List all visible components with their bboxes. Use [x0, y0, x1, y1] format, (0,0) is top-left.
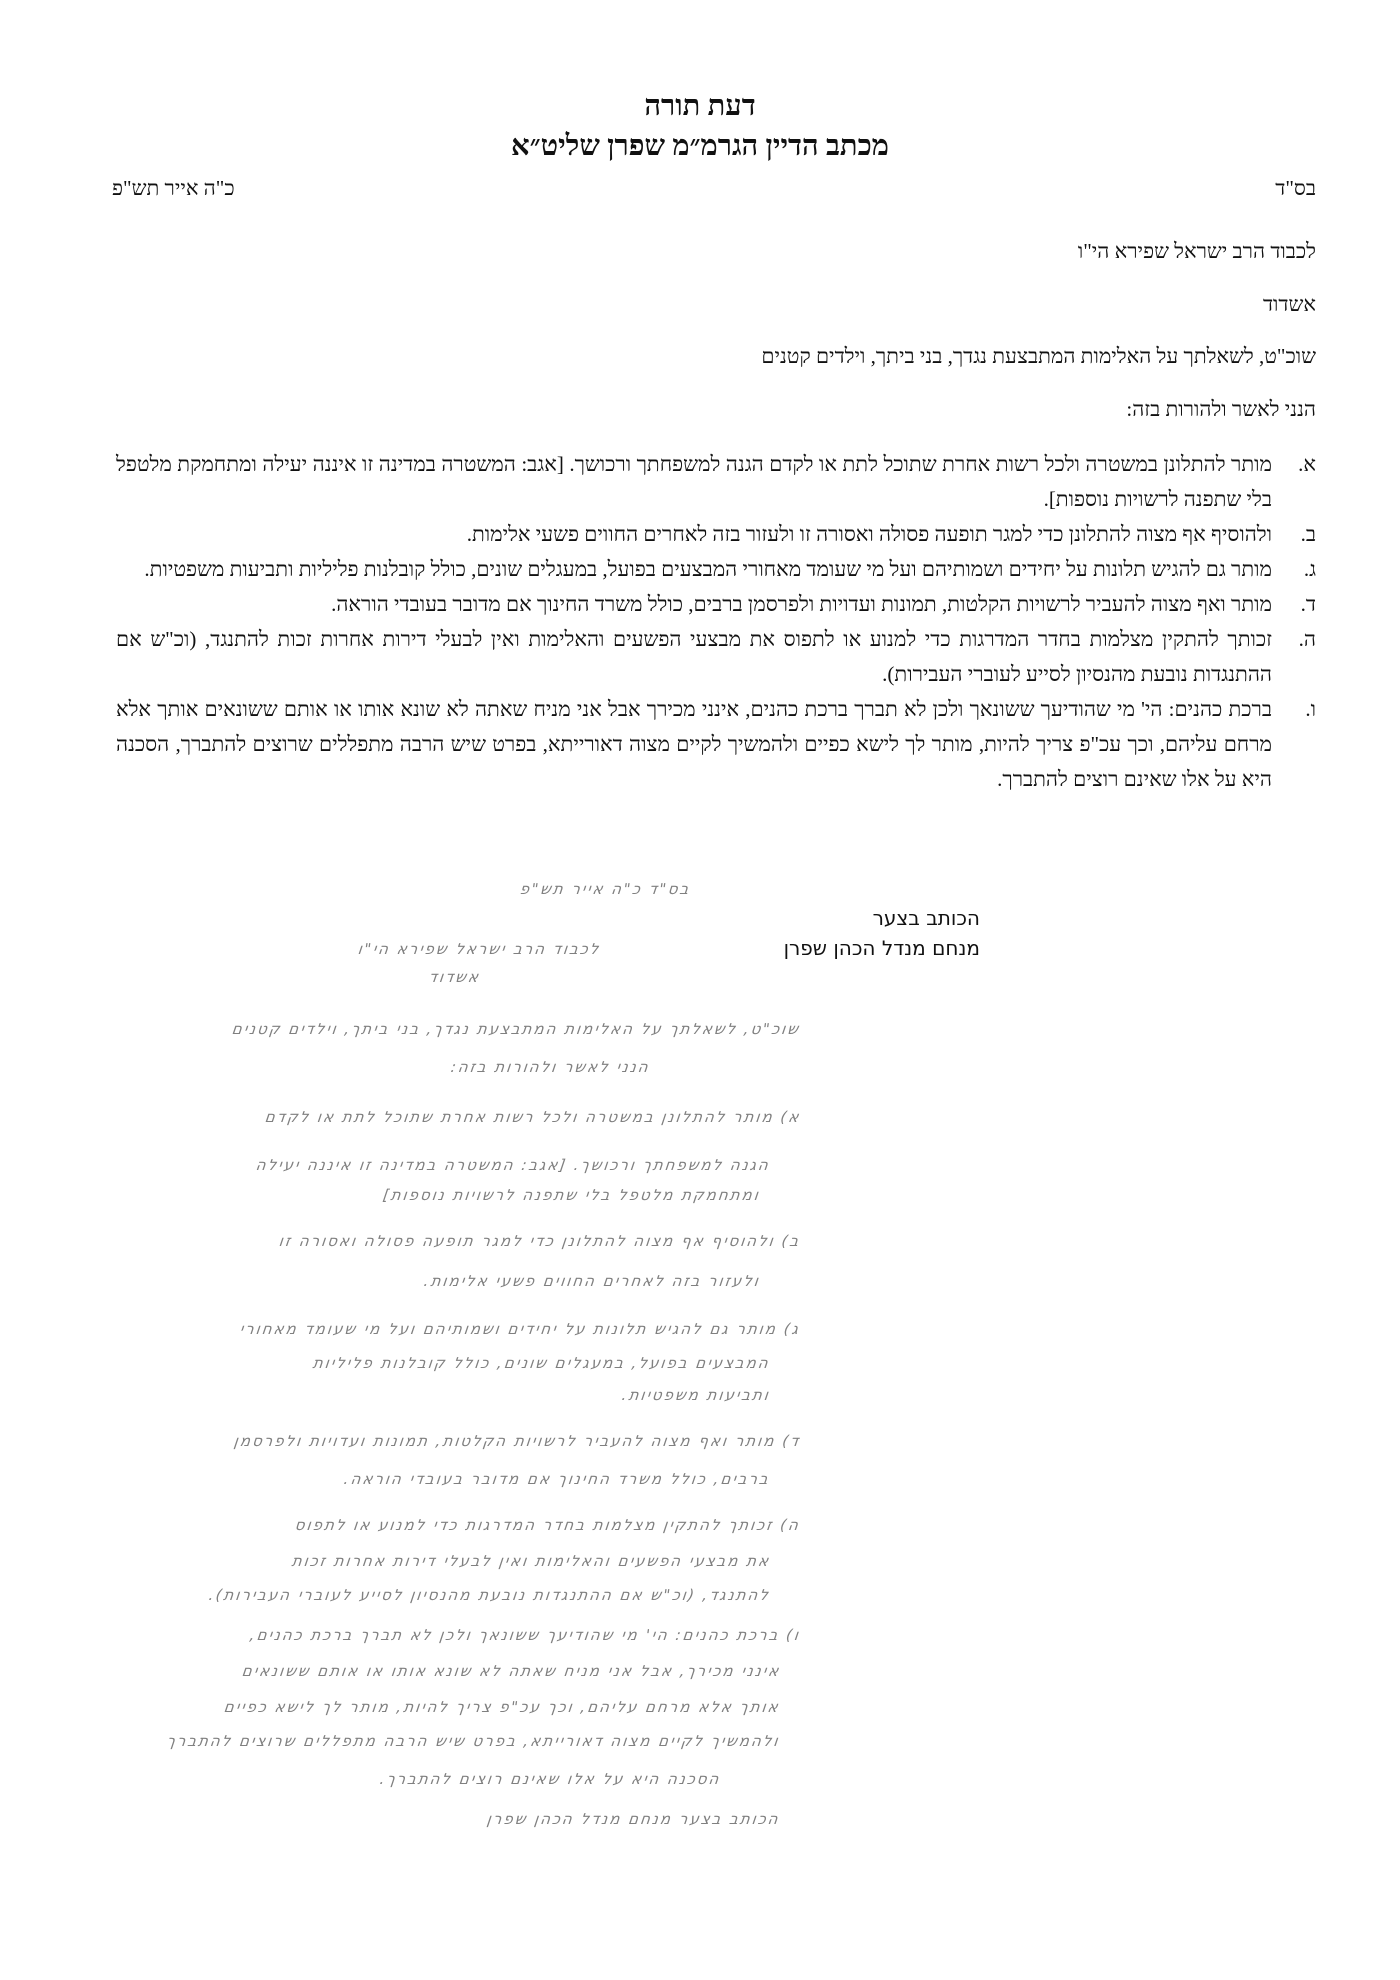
- ruling-item: [116, 517, 1316, 552]
- handwritten-line: א) מותר להתלונן במשטרה ולכל רשות אחרת שתוכל לתת או לקדם: [263, 1108, 802, 1126]
- letter-date: כ"ה אייר תש"פ: [112, 176, 235, 200]
- letter-header: [112, 174, 1316, 202]
- handwritten-line: ולעזור בזה לאחרים החווים פשעי אלימות.: [422, 1272, 762, 1290]
- letter-intro: הנני לאשר ולהורות בזה:: [1126, 397, 1316, 421]
- handwritten-line: הגנה למשפחתך ורכושך. [אגב: המשטרה במדינה זו איננה יעילה: [254, 1156, 772, 1174]
- handwritten-line: ומתחמקת מלטפל בלי שתפנה לרשויות נוספות]: [381, 1186, 762, 1204]
- handwritten-line: המבצעים בפועל, במעגלים שונים, כולל קובלנות פליליות: [311, 1354, 772, 1372]
- ruling-text: ולהוסיף אף מצוה להתלונן כדי למגר תופעה פסולה ואסורה זו ולעזור בזה לאחרים החווים פשעי אלימות.: [466, 522, 1272, 546]
- addressee: לכבוד הרב ישראל שפירא הי"ו: [1077, 239, 1316, 263]
- document-title: דעת תורה: [644, 90, 756, 122]
- ruling-item: [116, 587, 1316, 622]
- handwritten-line: הכותב בצער מנחם מנדל הכהן שפרן: [486, 1810, 782, 1828]
- ruling-marker: ב.: [1300, 522, 1316, 546]
- ruling-marker: א.: [1298, 452, 1316, 476]
- handwritten-line: הנני לאשר ולהורות בזה:: [449, 1058, 652, 1076]
- document-subtitle: מכתב הדיין הגרמ״מ שפרן שליט״א: [511, 130, 889, 162]
- ruling-marker: ו.: [1305, 697, 1316, 721]
- handwritten-line: אינני מכירך, אבל אני מניח שאתה לא שונא אותו או אותם ששונאים: [240, 1662, 782, 1680]
- ruling-marker: ה.: [1298, 627, 1316, 651]
- handwritten-line: הסכנה היא על אלו שאינם רוצים להתברך.: [378, 1770, 722, 1788]
- ruling-item: [116, 622, 1316, 692]
- ruling-text: ברכת כהנים: הי' מי שהודיעך ששונאך ולכן לא תברך ברכת כהנים, אינני מכירך אבל אני מניח שאתה לא שונא אותו או אותם ששונאים אותך אלא מרחם עליהם, וכך עכ"פ צריך להיות, מותר לך לישא כפיים ולהמשיך לקיים מצוה דאורייתא, בפרט שיש הרבה מתפללים שרוצים להתברך, הסכנה היא על אלו שאינם רוצים להתברך.: [116, 697, 1272, 791]
- handwritten-line: את מבצעי הפשעים והאלימות ואין לבעלי דירות אחרות זכות: [290, 1552, 772, 1570]
- handwritten-line: שוכ"ט, לשאלתך על האלימות המתבצעת נגדך, בני ביתך, וילדים קטנים: [230, 1020, 802, 1038]
- ruling-text: מותר ואף מצוה להעביר לרשויות הקלטות, תמונות ועדויות ולפרסמן ברבים, כולל משרד החינוך אם מדובר בעובדי הוראה.: [331, 592, 1272, 616]
- ruling-item: [116, 692, 1316, 797]
- handwritten-line: אותך אלא מרחם עליהם, וכך עכ"פ צריך להיות, מותר לך לישא כפיים: [222, 1698, 782, 1716]
- ruling-text: מותר להתלונן במשטרה ולכל רשות אחרת שתוכל לתת או לקדם הגנה למשפחתך ורכושך. [אגב: המשטרה במדינה זו איננה יעילה ומתחמקת מלטפל בלי שתפנה לרשויות נוספות].: [116, 452, 1272, 511]
- handwritten-line: לכבוד הרב ישראל שפירא הי"ו: [356, 940, 602, 958]
- signature-block: [784, 903, 980, 963]
- ruling-item: [116, 552, 1316, 587]
- signature-name: מנחם מנדל הכהן שפרן: [783, 936, 980, 960]
- signature-closing: הכותב בצער: [872, 906, 980, 930]
- ruling-text: זכותך להתקין מצלמות בחדר המדרגות כדי למנוע או לתפוס את מבצעי הפשעים והאלימות ואין לבעלי דירות אחרות זכות להתנגד, (וכ"ש אם ההתנגדות נובעת מהנסיון לסייע לעוברי העבירות).: [116, 627, 1272, 686]
- handwritten-line: ולהמשיך לקיים מצוה דאורייתא, בפרט שיש הרבה מתפללים שרוצים להתברך: [166, 1732, 782, 1750]
- ruling-text: מותר גם להגיש תלונות על יחידים ושמותיהם ועל מי שעומד מאחורי המבצעים בפועל, במעגלים שונים, כולל קובלנות פליליות ותביעות משפטיות.: [144, 557, 1272, 581]
- ruling-marker: ד.: [1300, 592, 1316, 616]
- handwritten-line: ו) ברכת כהנים: הי' מי שהודיעך ששונאך ולכן לא תברך ברכת כהנים,: [248, 1626, 802, 1644]
- handwritten-line: ה) זכותך להתקין מצלמות בחדר המדרגות כדי למנוע או לתפוס: [293, 1516, 802, 1534]
- handwritten-line: ב) ולהוסיף אף מצוה להתלונן כדי למגר תופעה פסולה ואסורה זו: [277, 1232, 802, 1250]
- handwritten-line: בס"ד כ"ה אייר תש"פ: [518, 880, 692, 898]
- rulings-list: [116, 447, 1316, 797]
- handwritten-letter-scan: [160, 880, 800, 1840]
- letter-subject: שוכ"ט, לשאלתך על האלימות המתבצעת נגדך, בני ביתך, וילדים קטנים: [761, 344, 1316, 368]
- handwritten-line: ותביעות משפטיות.: [620, 1386, 772, 1404]
- addressee-city: אשדוד: [1262, 292, 1316, 316]
- handwritten-line: ברבים, כולל משרד החינוך אם מדובר בעובדי הוראה.: [342, 1470, 772, 1488]
- handwritten-line: אשדוד: [427, 968, 482, 986]
- ruling-item: [116, 447, 1316, 517]
- bsd-mark: בס"ד: [1275, 176, 1316, 200]
- ruling-marker: ג.: [1303, 557, 1316, 581]
- handwritten-line: ג) מותר גם להגיש תלונות על יחידים ושמותיהם ועל מי שעומד מאחורי: [238, 1320, 802, 1338]
- handwritten-line: ד) מותר ואף מצוה להעביר לרשויות הקלטות, תמונות ועדויות ולפרסמן: [232, 1432, 802, 1450]
- handwritten-line: להתנגד, (וכ"ש אם ההתנגדות נובעת מהנסיון לסייע לעוברי העבירות).: [207, 1586, 772, 1604]
